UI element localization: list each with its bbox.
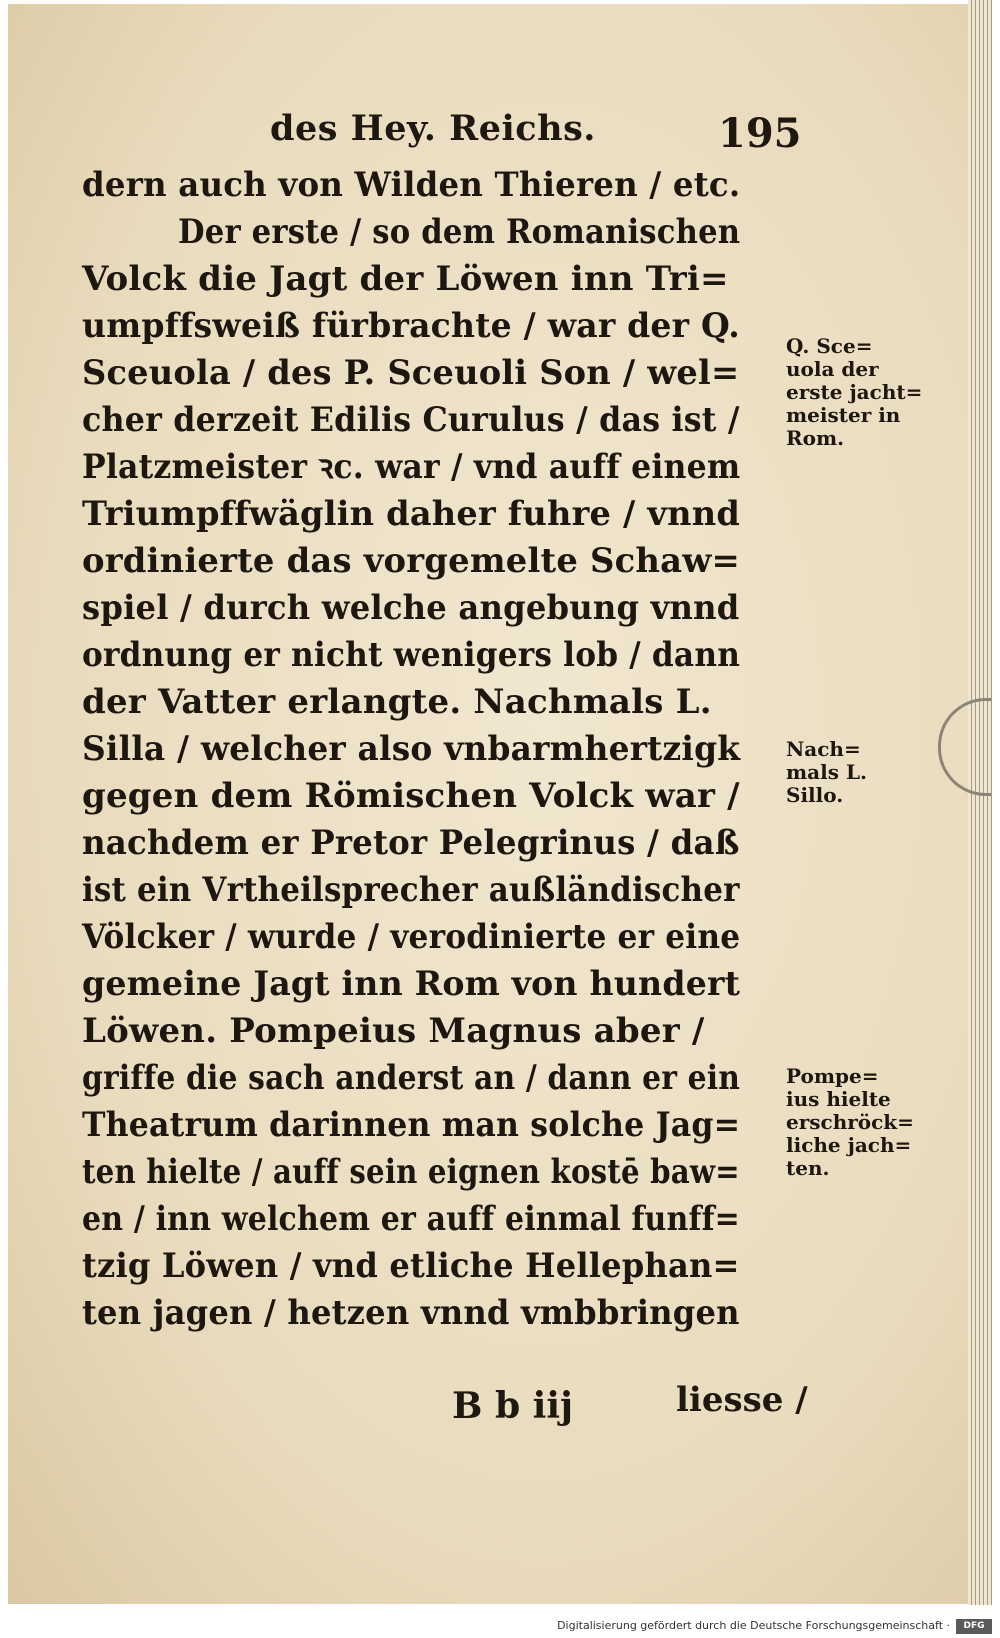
margin-note-line: ten. — [786, 1156, 830, 1180]
footer-bar — [0, 1617, 1000, 1638]
margin-note-line: Sillo. — [786, 783, 844, 807]
text-line: Theatrum darinnen man solche Jag= — [82, 1105, 741, 1145]
text-line: griffe die sach anderst an / dann er ein — [82, 1058, 741, 1098]
text-line: en / inn welchem er auff einmal funff= — [82, 1199, 740, 1239]
text-line: gemeine Jagt inn Rom von hundert — [82, 964, 741, 1004]
text-line: Löwen. Pompeius Magnus aber / — [82, 1011, 705, 1051]
margin-note-line: erschröck= — [786, 1110, 914, 1134]
margin-note-line: liche jach= — [786, 1133, 912, 1157]
text-line: ist ein Vrtheilsprecher außländischer — [82, 870, 740, 910]
text-line: gegen dem Römischen Volck war / — [82, 776, 740, 816]
margin-note-line: erste jacht= — [786, 380, 923, 404]
text-line: der Vatter erlangte. Nachmals L. — [82, 682, 712, 722]
signature-mark: B b iij — [452, 1385, 574, 1427]
margin-note-sillo — [786, 738, 867, 807]
funding-notice: Digitalisierung gefördert durch die Deutsche Forschungsgemeinschaft · — [557, 1619, 950, 1632]
text-line: Völcker / wurde / verodinierte er eine — [82, 917, 741, 957]
text-line: tzig Löwen / vnd etliche Hellephan= — [82, 1246, 740, 1286]
margin-note-line: Nach= — [786, 737, 861, 761]
margin-note-sceuola — [786, 335, 922, 450]
text-line: Sceuola / des P. Sceuoli Son / wel= — [82, 353, 740, 393]
margin-note-line: Q. Sce= — [786, 334, 873, 358]
text-line: ordinierte das vorgemelte Schaw= — [82, 541, 741, 581]
page-number: 195 — [718, 110, 802, 157]
margin-note-line: ius hielte — [786, 1087, 891, 1111]
text-line: dern auch von Wilden Thieren / etc. — [82, 165, 741, 205]
margin-note-line: meister in — [786, 403, 901, 427]
text-line: Volck die Jagt der Löwen inn Tri= — [82, 259, 729, 299]
margin-note-line: uola der — [786, 357, 879, 381]
text-line: Triumpffwäglin daher fuhre / vnnd — [82, 494, 741, 534]
page-edges — [968, 0, 992, 1605]
text-line: umpffsweiß fürbrachte / war der Q. — [82, 306, 740, 346]
text-line: Silla / welcher also vnbarmhertzigk — [82, 729, 741, 769]
text-line: ten jagen / hetzen vnnd vmbbringen — [82, 1293, 740, 1333]
margin-note-pompeius — [786, 1065, 914, 1180]
text-line: ordnung er nicht wenigers lob / dann — [82, 635, 741, 675]
running-head: des Hey. Reichs. — [270, 108, 596, 149]
text-line: nachdem er Pretor Pelegrinus / daß — [82, 823, 740, 863]
text-line: ten hielte / auff sein eignen kostē baw= — [82, 1152, 740, 1192]
text-line: cher derzeit Edilis Curulus / das ist / — [82, 400, 740, 440]
text-line: spiel / durch welche angebung vnnd — [82, 588, 740, 628]
margin-note-line: Rom. — [786, 426, 845, 450]
margin-note-line: Pompe= — [786, 1064, 879, 1088]
text-line: Der erste / so dem Romanischen — [178, 212, 741, 252]
text-line: Platzmeister ꝛc. war / vnd auff einem — [82, 447, 741, 487]
margin-note-line: mals L. — [786, 760, 867, 784]
dfg-logo: DFG — [956, 1619, 992, 1634]
catchword: liesse / — [676, 1380, 808, 1420]
